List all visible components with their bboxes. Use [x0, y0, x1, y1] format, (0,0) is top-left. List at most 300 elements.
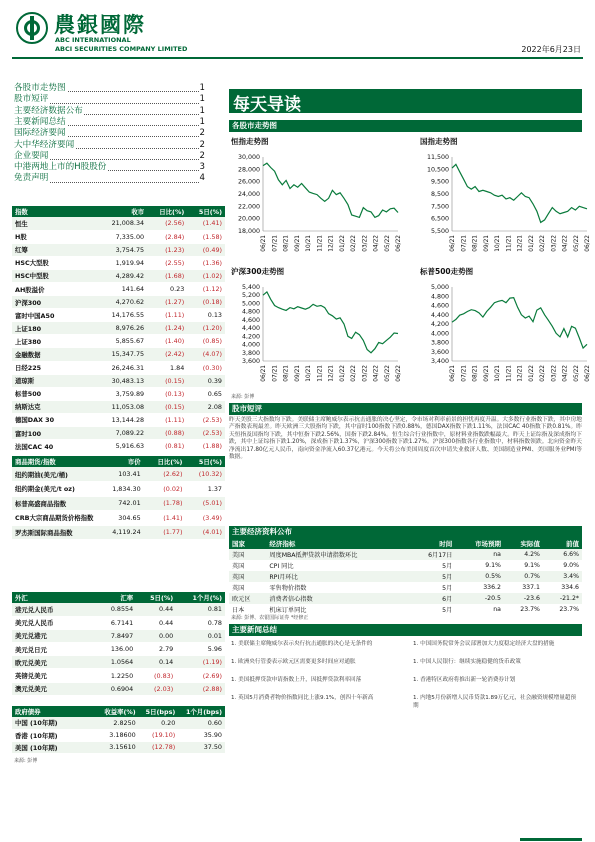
- x-tick-label: 07/21: [461, 235, 468, 252]
- news-item: 1. 英国5月消费者物价指数同比上涨9.1%，创四十年新高: [231, 695, 374, 701]
- table-cell: 742.01: [97, 496, 143, 511]
- y-tick-label: 3,800: [430, 339, 449, 347]
- toc-item-title: 各股市走势图: [14, 83, 66, 93]
- table-row: [12, 296, 225, 309]
- table-header-cell: 5日(bps): [139, 706, 179, 717]
- table-cell: (2.53): [187, 413, 225, 426]
- table-header-cell: 外汇: [12, 592, 97, 603]
- table-cell: (0.02): [144, 482, 186, 497]
- econ-cell: 5月: [442, 563, 453, 570]
- econ-cell: 零售物价指数: [269, 585, 307, 592]
- x-tick-label: 11/21: [317, 365, 324, 382]
- x-tick-label: 12/21: [517, 365, 524, 382]
- table-cell: HSC中型股: [12, 269, 97, 282]
- table-cell: 美国 (10年期): [12, 741, 97, 753]
- table-cell: 7,089.22: [97, 427, 147, 440]
- table-row: [12, 525, 225, 540]
- table-cell: 141.64: [97, 282, 147, 295]
- series-line: [263, 163, 398, 217]
- table-cell: 14,176.55: [97, 309, 147, 322]
- table-header-cell: 商品期货/指数: [12, 456, 97, 467]
- toc-item[interactable]: [14, 83, 205, 94]
- x-tick-label: 10/21: [306, 365, 312, 382]
- table-cell: 0.65: [187, 387, 225, 400]
- econ-row: [229, 571, 582, 582]
- table-cell: 纽约期油(美元/桶): [12, 467, 97, 482]
- econ-source: 来源: 彭博、农银国际证券 *经修正: [231, 615, 309, 621]
- econ-cell: -21.2*: [559, 595, 579, 602]
- econ-cell: RPI月环比: [269, 574, 298, 581]
- table-cell: (1.11): [147, 413, 187, 426]
- table-cell: 0.8554: [97, 603, 136, 616]
- table-cell: (1.41): [144, 511, 186, 526]
- table-row: [12, 682, 225, 695]
- econ-cell: 9.1%: [485, 562, 501, 569]
- table-cell: (2.69): [176, 669, 225, 682]
- x-tick-label: 09/21: [483, 365, 490, 382]
- x-tick-label: 01/22: [528, 235, 535, 252]
- econ-cell: 5月: [442, 574, 453, 581]
- econ-cell: 英国: [232, 563, 245, 570]
- table-cell: 1,919.94: [97, 256, 147, 269]
- econ-cell: na: [493, 551, 501, 558]
- table-cell: 0.44: [136, 603, 176, 616]
- x-tick-label: 08/21: [283, 365, 290, 382]
- table-header-cell: 收益率(%): [97, 706, 139, 717]
- table-cell: (4.07): [187, 348, 225, 361]
- x-tick-label: 10/21: [495, 365, 501, 382]
- table-row: [12, 309, 225, 322]
- fx-table: [12, 592, 225, 696]
- x-tick-label: 02/22: [540, 365, 546, 382]
- table-row: [12, 348, 225, 361]
- index-table: [12, 206, 225, 453]
- x-tick-label: 03/22: [551, 235, 558, 252]
- table-cell: (0.49): [187, 243, 225, 256]
- table-row: [12, 217, 225, 230]
- y-tick-label: 22,000: [237, 203, 260, 211]
- table-cell: 欧元兑美元: [12, 656, 97, 669]
- table-cell: 法国CAC 40: [12, 440, 97, 453]
- table-row: [12, 603, 225, 616]
- x-tick-label: 08/21: [472, 365, 479, 382]
- table-cell: 港元兑人民币: [12, 603, 97, 616]
- table-header-cell: 5日(%): [185, 456, 225, 467]
- toc-item-page: 1: [199, 116, 205, 127]
- table-cell: 沪深300: [12, 296, 97, 309]
- table-cell: 标普500: [12, 387, 97, 400]
- econ-header-cell: 实际值: [504, 538, 543, 549]
- table-cell: 纽约期金(美元/t oz): [12, 482, 97, 497]
- table-cell: 4,289.42: [97, 269, 147, 282]
- toc-item-page: 2: [199, 139, 205, 150]
- toc-item-page: 2: [199, 128, 205, 139]
- table-cell: (0.85): [187, 335, 225, 348]
- table-row: [12, 243, 225, 256]
- table-cell: 上证180: [12, 322, 97, 335]
- x-tick-label: 11/21: [506, 235, 513, 252]
- table-row: [12, 616, 225, 629]
- header-rule: [12, 57, 583, 59]
- econ-cell: 23.7%: [520, 606, 540, 613]
- toc-item[interactable]: [14, 140, 205, 151]
- x-tick-label: 06/22: [585, 235, 591, 252]
- table-row: [12, 335, 225, 348]
- x-tick-label: 03/22: [362, 235, 369, 252]
- page-title: 每天导读: [229, 89, 582, 113]
- table-cell: 日经225: [12, 361, 97, 374]
- y-tick-label: 26,000: [237, 178, 260, 186]
- commodity-table: [12, 456, 225, 540]
- table-header-cell: 汇率: [97, 592, 136, 603]
- y-tick-label: 3,600: [430, 348, 449, 356]
- table-cell: 0.78: [176, 616, 225, 629]
- toc-item[interactable]: [14, 151, 205, 162]
- econ-cell: 周度MBA抵押贷款申请指数环比: [269, 552, 358, 559]
- toc-item-title: 中港两地上市的H股股份: [14, 162, 107, 173]
- table-cell: 0.14: [136, 656, 176, 669]
- econ-cell: 6月: [442, 596, 453, 603]
- table-row: [12, 496, 225, 511]
- table-cell: (2.62): [144, 467, 186, 482]
- table-cell: (2.03): [136, 682, 176, 695]
- y-tick-label: 3,400: [430, 358, 449, 365]
- econ-cell: 4.2%: [524, 551, 540, 558]
- econ-header: 主要经济资料公布: [229, 526, 582, 538]
- y-tick-label: 28,000: [237, 166, 260, 174]
- table-cell: 标普高盛商品指数: [12, 496, 97, 511]
- table-row: [12, 374, 225, 387]
- table-cell: (1.78): [144, 496, 186, 511]
- toc-item[interactable]: [14, 128, 205, 139]
- x-tick-label: 03/22: [362, 365, 369, 382]
- econ-cell: 日本: [232, 607, 245, 614]
- econ-cell: 欧元区: [232, 596, 251, 603]
- y-tick-label: 20,000: [237, 215, 260, 223]
- table-row: [12, 282, 225, 295]
- table-cell: 道琼斯: [12, 374, 97, 387]
- toc-item[interactable]: [14, 173, 205, 184]
- footer-num: [520, 838, 582, 841]
- table-cell: 1.37: [185, 482, 225, 497]
- table-header-cell: 指数: [12, 206, 97, 217]
- table-cell: (4.01): [185, 525, 225, 540]
- table-cell: (0.15): [147, 400, 187, 413]
- econ-cell: 336.2: [483, 584, 501, 591]
- x-tick-label: 11/21: [317, 235, 324, 252]
- table-cell: 5,855.67: [97, 335, 147, 348]
- table-cell: (2.42): [147, 348, 187, 361]
- table-cell: 136.00: [97, 643, 136, 656]
- x-tick-label: 09/21: [294, 365, 301, 382]
- y-tick-label: 10,500: [426, 166, 449, 174]
- toc-item-title: 国际经济要闻: [14, 128, 66, 139]
- x-tick-label: 01/22: [339, 365, 346, 382]
- toc-item-page: 3: [199, 162, 205, 173]
- table-cell: 15,347.75: [97, 348, 147, 361]
- econ-cell: 337.1: [522, 584, 540, 591]
- table-cell: 304.65: [97, 511, 143, 526]
- y-tick-label: 4,400: [430, 311, 449, 319]
- econ-cell: 6.6%: [563, 551, 579, 558]
- table-cell: (19.10): [139, 729, 179, 741]
- toc-item-page: 1: [199, 83, 205, 93]
- table-cell: 3,759.89: [97, 387, 147, 400]
- y-tick-label: 8,500: [430, 191, 449, 198]
- table-row: [12, 387, 225, 400]
- table-cell: 3.18600: [97, 729, 139, 741]
- table-cell: HSC大型股: [12, 256, 97, 269]
- table-cell: (3.49): [185, 511, 225, 526]
- toc-item-title: 大中华经济要闻: [14, 139, 75, 150]
- commentary-text: 昨天美股三大指数均下跌。美联储主席鲍威尔表示抗击通胀的决心坚定，令市场对利率前景的担忧再度升温。大多数行业指数下跌，其中房地产指数表现最差。昨天欧洲三大股指均下跌，其中富时100指数下跌0.88%，德国DAX指数下跌1.11%，法国CAC 40指数下跌0.81%。昨天恒指及国指均下跌，其中恒指下跌2.56%，国指下跌2.84%。恒生综合行业指数中，原材料业指数跌幅最大。昨天上证综指及深成指均下跌，其中上证综指下跌1.20%，深成指下跌1.37%，沪深300指数下跌1.27%。沪深300指数各行业指数中，材料指数领跌。北向资金昨天净流出17.80亿元人民币，南向资金净流入60.37亿港元。今天将公布美国周度首次申请失业救济人数、美国制造业PMI、美国服务业PMI等数据。: [229, 417, 582, 461]
- news-item: 1. 香港特区政府将推出新一轮消费券计划: [413, 677, 516, 683]
- table-cell: 13,144.28: [97, 413, 147, 426]
- table-cell: 5,916.63: [97, 440, 147, 453]
- table-cell: 4,270.62: [97, 296, 147, 309]
- toc-item[interactable]: [14, 106, 205, 117]
- econ-cell: 6月17日: [428, 552, 453, 559]
- table-header-cell: 政府债券: [12, 706, 97, 717]
- table-cell: 103.41: [97, 467, 143, 482]
- charts-area: [229, 134, 591, 382]
- x-tick-label: 06/22: [396, 365, 402, 382]
- company-name-en-2: ABCI SECURITIES COMPANY LIMITED: [55, 45, 188, 53]
- table-row: [12, 269, 225, 282]
- econ-cell: 5月: [442, 607, 453, 614]
- y-tick-label: 7,500: [430, 203, 449, 211]
- table-cell: (1.41): [187, 217, 225, 230]
- x-tick-label: 09/21: [483, 235, 490, 252]
- toc-item-title: 企业要闻: [14, 150, 49, 161]
- table-cell: (1.11): [147, 309, 187, 322]
- table-cell: 37.50: [178, 741, 225, 753]
- table-cell: (0.30): [187, 361, 225, 374]
- y-tick-label: 11,500: [426, 154, 449, 161]
- econ-header-cell: 时间: [409, 538, 455, 549]
- toc-item-title: 主要新闻总结: [14, 116, 66, 127]
- table-row: [12, 643, 225, 656]
- table-cell: (1.23): [147, 243, 187, 256]
- y-tick-label: 4,400: [241, 325, 260, 333]
- table-row: [12, 413, 225, 426]
- table-row: [12, 256, 225, 269]
- econ-header-cell: 市场预期: [455, 538, 504, 549]
- table-cell: (0.15): [147, 374, 187, 387]
- table-cell: 金融数据: [12, 348, 97, 361]
- series-line: [263, 292, 398, 353]
- news-item: 1. 欧洲央行管委表示欧元区需要更多时间应对通胀: [231, 659, 356, 665]
- econ-cell: 5月: [442, 585, 453, 592]
- logo: [16, 12, 48, 44]
- table-cell: (1.36): [187, 256, 225, 269]
- table-cell: 0.13: [187, 309, 225, 322]
- table-cell: 香港 (10年期): [12, 729, 97, 741]
- toc-item-title: 股市短评: [14, 94, 49, 105]
- news-item: 1. 内地5月份新增人民币贷款1.89万亿元，社会融资规模增量超预期: [413, 695, 576, 709]
- x-tick-label: 04/22: [562, 235, 569, 252]
- toc-item[interactable]: [14, 117, 205, 128]
- chart-title: 沪深300走势图: [231, 267, 285, 276]
- x-tick-label: 06/21: [450, 235, 456, 252]
- econ-header-cell: 国家: [229, 538, 266, 549]
- x-tick-label: 05/22: [384, 365, 391, 382]
- x-tick-label: 07/21: [272, 365, 279, 382]
- table-cell: (1.77): [144, 525, 186, 540]
- table-row: [12, 467, 225, 482]
- y-tick-label: 5,000: [241, 300, 260, 308]
- y-tick-label: 5,400: [241, 284, 260, 291]
- y-tick-label: 5,200: [241, 292, 260, 300]
- table-row: [12, 361, 225, 374]
- x-tick-label: 09/21: [294, 235, 301, 252]
- econ-cell: 英国: [232, 585, 245, 592]
- news-item: 1. 中国人民银行：继续实施稳健的货币政策: [413, 659, 521, 665]
- table-cell: 上证380: [12, 335, 97, 348]
- y-tick-label: 5,500: [430, 228, 449, 235]
- table-header-cell: 收市: [97, 206, 147, 217]
- table-cell: 0.00: [136, 629, 176, 642]
- table-cell: (2.56): [147, 217, 187, 230]
- table-header-cell: 日比(%): [147, 206, 187, 217]
- econ-row: [229, 593, 582, 604]
- table-cell: 2.08: [187, 400, 225, 413]
- table-header-cell: 1个月(%): [176, 592, 225, 603]
- table-cell: 21,008.34: [97, 217, 147, 230]
- table-cell: 美元兑人民币: [12, 616, 97, 629]
- econ-table: [229, 538, 582, 615]
- x-tick-label: 08/21: [472, 235, 479, 252]
- y-tick-label: 6,500: [430, 215, 449, 223]
- table-cell: 4,119.24: [97, 525, 143, 540]
- table-cell: 1,834.30: [97, 482, 143, 497]
- table-cell: 2.79: [136, 643, 176, 656]
- source-note: 来源: 彭博: [14, 758, 38, 764]
- table-cell: 0.39: [187, 374, 225, 387]
- chart-title: 标普500走势图: [420, 267, 474, 276]
- y-tick-label: 4,600: [430, 302, 449, 310]
- table-row: [12, 669, 225, 682]
- table-cell: (1.19): [176, 656, 225, 669]
- table-cell: 0.44: [136, 616, 176, 629]
- y-tick-label: 3,800: [241, 349, 260, 357]
- table-cell: 纳斯达克: [12, 400, 97, 413]
- x-tick-label: 08/21: [283, 235, 290, 252]
- x-tick-label: 05/22: [573, 365, 580, 382]
- toc-item-page: 2: [199, 150, 205, 161]
- news-item: 1. 美国抵押贷款申请指数上升，因抵押贷款利率回落: [231, 677, 362, 683]
- table-cell: (1.27): [147, 296, 187, 309]
- econ-cell: 3.4%: [563, 573, 579, 580]
- table-cell: (2.55): [147, 256, 187, 269]
- table-cell: 0.6904: [97, 682, 136, 695]
- econ-header-cell: 前值: [543, 538, 582, 549]
- table-cell: 德国DAX 30: [12, 413, 97, 426]
- table-cell: AH股溢价: [12, 282, 97, 295]
- table-cell: 5.96: [176, 643, 225, 656]
- table-cell: 0.60: [178, 717, 225, 729]
- econ-cell: -23.6: [523, 595, 540, 602]
- x-tick-label: 04/22: [373, 365, 380, 382]
- table-cell: (1.20): [187, 322, 225, 335]
- toc-item-page: 1: [199, 105, 205, 116]
- table-cell: (0.18): [187, 296, 225, 309]
- table-row: [12, 717, 225, 729]
- x-tick-label: 06/21: [261, 365, 267, 382]
- toc-item[interactable]: [14, 162, 205, 173]
- x-tick-label: 05/22: [573, 235, 580, 252]
- table-cell: 8,976.26: [97, 322, 147, 335]
- table-cell: 澳元兑美元: [12, 682, 97, 695]
- news-item: 1. 中国国务院常务会议部署加大力度稳定经济大盘的措施: [413, 641, 555, 647]
- x-tick-label: 01/22: [339, 235, 346, 252]
- x-tick-label: 11/21: [506, 365, 513, 382]
- table-cell: (1.12): [187, 282, 225, 295]
- table-cell: (1.24): [147, 322, 187, 335]
- x-tick-label: 06/22: [585, 365, 591, 382]
- table-cell: 中国 (10年期): [12, 717, 97, 729]
- toc-item[interactable]: [14, 94, 205, 105]
- table-cell: (0.13): [147, 387, 187, 400]
- table-cell: (0.88): [147, 427, 187, 440]
- econ-cell: 9.1%: [524, 562, 540, 569]
- table-cell: 美元兑日元: [12, 643, 97, 656]
- table-row: [12, 400, 225, 413]
- econ-cell: 334.6: [561, 584, 579, 591]
- toc-item-page: 1: [199, 94, 205, 105]
- table-cell: 35.90: [178, 729, 225, 741]
- y-tick-label: 4,600: [241, 316, 260, 324]
- table-cell: 7,335.00: [97, 230, 147, 243]
- econ-cell: CPI 同比: [269, 563, 294, 570]
- chart-title: 国指走势图: [420, 137, 458, 146]
- table-cell: 1.0564: [97, 656, 136, 669]
- x-tick-label: 03/22: [551, 365, 558, 382]
- series-line: [452, 298, 587, 349]
- table-row: [12, 629, 225, 642]
- x-tick-label: 05/22: [384, 235, 391, 252]
- econ-cell: na: [493, 606, 501, 613]
- table-header-cell: 5日(%): [187, 206, 225, 217]
- table-cell: 3.15610: [97, 741, 139, 753]
- y-tick-label: 4,200: [241, 333, 260, 341]
- x-tick-label: 10/21: [495, 235, 501, 252]
- econ-cell: 机床订单同比: [269, 607, 307, 614]
- table-row: [12, 482, 225, 497]
- chart-title: 恒指走势图: [231, 137, 269, 146]
- table-cell: (1.88): [187, 440, 225, 453]
- table-header-cell: 市价: [97, 456, 143, 467]
- econ-cell: 消费者信心指数: [269, 596, 313, 603]
- x-tick-label: 12/21: [328, 365, 335, 382]
- bond-table: [12, 706, 225, 754]
- x-tick-label: 10/21: [306, 235, 312, 252]
- x-tick-label: 06/22: [396, 235, 402, 252]
- table-cell: 0.20: [139, 717, 179, 729]
- table-header-cell: 日比(%): [144, 456, 186, 467]
- table-cell: 罗杰斯国际商品指数: [12, 525, 97, 540]
- econ-cell: 9.0%: [563, 562, 579, 569]
- econ-row: [229, 560, 582, 571]
- y-tick-label: 24,000: [237, 191, 260, 198]
- econ-header-cell: 经济指标: [266, 538, 409, 549]
- y-tick-label: 3,600: [241, 358, 260, 365]
- x-tick-label: 02/22: [540, 235, 546, 252]
- table-cell: (2.88): [176, 682, 225, 695]
- toc-item-title: 免责声明: [14, 173, 49, 184]
- news-header: 主要新闻总结: [229, 624, 582, 636]
- table-cell: 11,053.08: [97, 400, 147, 413]
